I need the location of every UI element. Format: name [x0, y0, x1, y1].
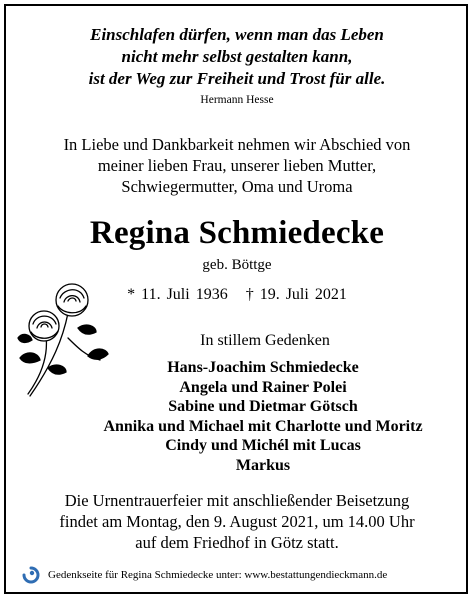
intro-line: Schwiegermutter, Oma und Uroma	[121, 177, 353, 196]
quote	[0, 24, 474, 90]
mourner-name: Cindy und Michél mit Lucas	[165, 437, 361, 454]
memorial-page-footer[interactable]	[20, 563, 387, 587]
quote-author: Hermann Hesse	[200, 94, 274, 106]
quote-line: Einschlafen dürfen, wenn man das Leben	[90, 25, 384, 44]
service-line: findet am Montag, den 9. August 2021, um 14.00 Uhr	[59, 512, 415, 531]
intro-text	[0, 134, 474, 197]
intro-line: In Liebe und Dankbarkeit nehmen wir Abschied von	[63, 135, 411, 154]
mourner-name: Angela und Rainer Polei	[179, 378, 347, 396]
mourner-name: Hans-Joachim Schmiedecke	[167, 359, 359, 376]
mourner-name: Sabine und Dietmar Götsch	[168, 398, 358, 415]
quote-line: ist der Weg zur Freiheit und Trost für alle.	[88, 69, 386, 88]
mourner-name: Markus	[235, 456, 291, 474]
service-line: Die Urnentrauerfeier mit anschließender Beisetzung	[64, 491, 410, 510]
mourner-name: Annika und Michael mit Charlotte und Moritz	[103, 417, 423, 435]
life-dates: * 11. Juli 1936 † 19. Juli 2021	[127, 286, 347, 303]
mourning-heading: In stillem Gedenken	[200, 332, 330, 349]
funeral-service-text	[0, 490, 474, 553]
service-line: auf dem Friedhof in Götz statt.	[135, 533, 339, 552]
mourners-list	[26, 358, 474, 475]
intro-line: meiner lieben Frau, unserer lieben Mutter,	[97, 156, 377, 175]
footer-text: Gedenkseite für Regina Schmiedecke unter: www.bestattungendieckmann.de	[48, 569, 388, 581]
deceased-name: Regina Schmiedecke	[89, 215, 385, 251]
memorial-logo-icon	[20, 564, 42, 586]
quote-line: nicht mehr selbst gestalten kann,	[121, 47, 353, 66]
maiden-name: geb. Böttge	[202, 257, 272, 273]
